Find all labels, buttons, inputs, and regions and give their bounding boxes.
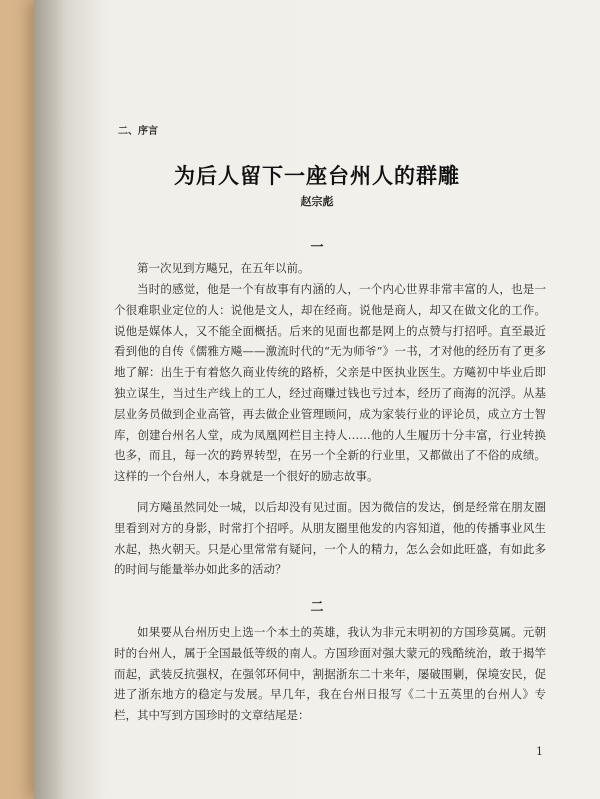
paragraph-2: 当时的感觉，他是一个有故事有内涵的人，一个内心世界非常丰富的人，也是一个很难职业定位的人：说他是文人，却在经商。说他是商人，却又在做文化的工作。说他是媒体人，又不能全面概括。后来的见面也都是网上的点赞与打招呼。直至最近看到他的自传《儒雅方飚——激流时代的“无为师爷”》一书，才对他的经历有了更多地了解：出生于有着悠久商业传统的路桥，父亲是中医执业医生。方飚初中毕业后即独立谋生，当过生产线上的工人，经过商赚过钱也亏过本，经历了商海的沉浮。从基层业务员做到企业高管，再去做企业管理顾问，成为家装行业的评论员，成立方士智库，创建台州名人堂，成为凤凰网栏目主持人……他的人生履历十分丰富，行业转换也多，而且，每一次的跨界转型，在另一个全新的行业里，又都做出了不俗的成绩。这样的一个台州人，本身就是一个很好的励志故事。 — [114, 282, 546, 484]
page-spine-shadow — [34, 0, 104, 799]
paragraph-4: 如果要从台州历史上选一个本土的英雄，我认为非元末明初的方国珍莫属。元朝时的台州人，属于全国最低等级的南人。方国珍面对强大蒙元的残酷统治，敢于揭竿而起，武装反抗强权，在强邻环伺中，割据浙东二十来年，屡破围剿，保境安民，促进了浙东地方的稳定与发展。早几年，我在台州日报写《二十五英里的台州人》专栏，其中写到方国珍时的文章结尾是： — [114, 625, 546, 723]
paragraph-1: 第一次见到方飚兄，在五年以前。 — [137, 261, 310, 275]
section-label: 二、序言 — [118, 126, 158, 137]
paragraph-3: 同方飚虽然同处一城，以后却没有见过面。因为微信的发达，倒是经常在朋友圈里看到对方的身影，时常打个招呼。从朋友圈里他发的内容知道，他的传播事业风生水起，热火朝天。只是心里常常有疑问，一个人的精力，怎么会如此旺盛，有如此多的时间与能量举办如此多的活动？ — [114, 500, 546, 577]
page-number: 1 — [536, 745, 543, 758]
article-title: 为后人留下一座台州人的群雕 — [174, 163, 460, 188]
section-one-mark: 一 — [310, 240, 324, 255]
article-author: 赵宗彪 — [300, 195, 334, 208]
book-page — [34, 0, 600, 799]
section-two-mark: 二 — [310, 600, 324, 615]
